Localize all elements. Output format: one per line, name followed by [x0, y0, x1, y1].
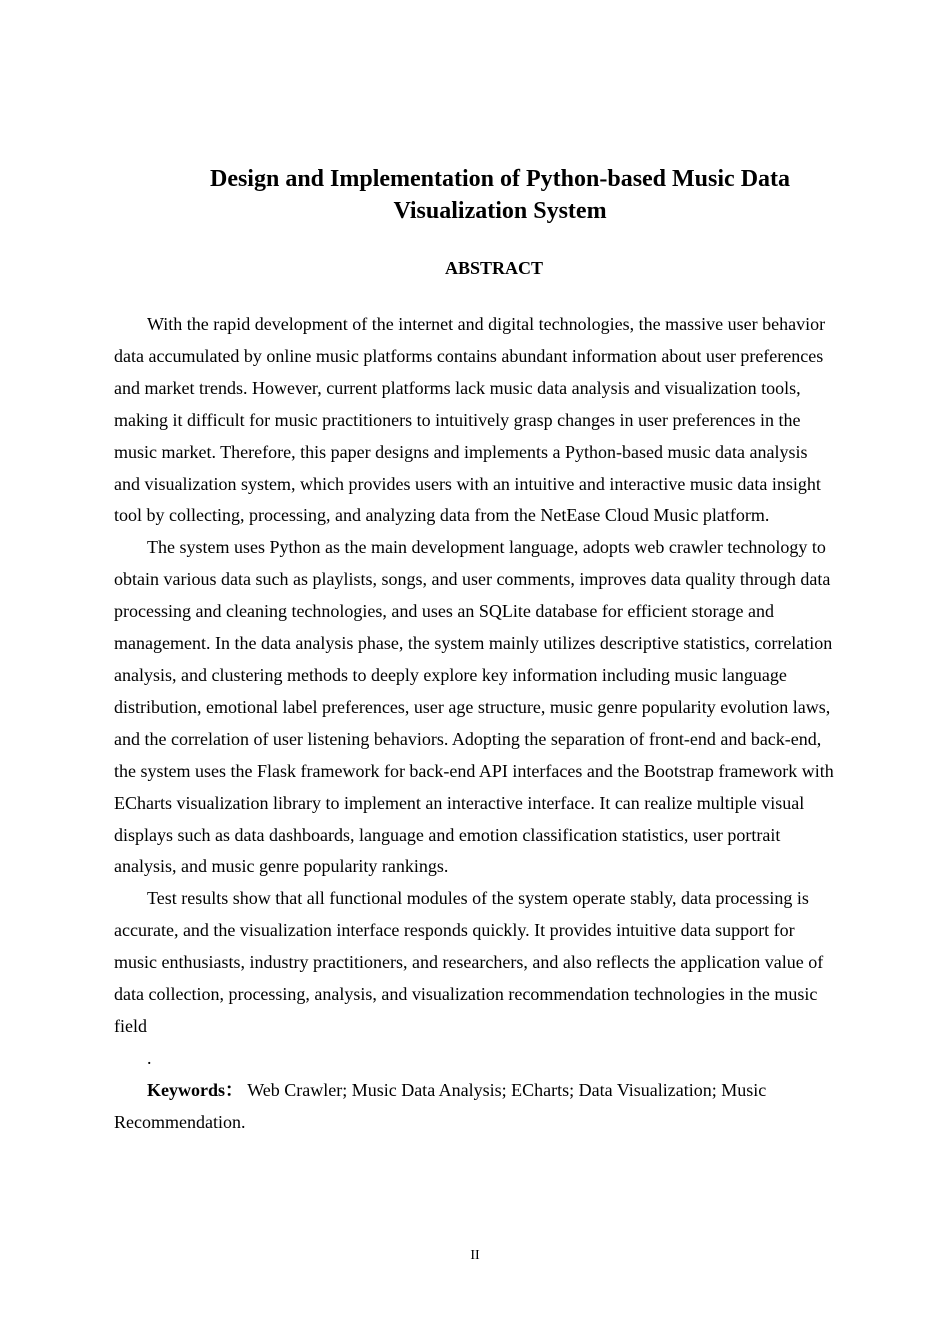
page-number: II	[470, 1248, 480, 1263]
abstract-heading: ABSTRACT	[444, 258, 544, 278]
keywords-label: Keywords：	[147, 1079, 243, 1100]
keywords-paragraph	[114, 1075, 836, 1139]
abstract-body	[114, 309, 836, 1139]
abstract-paragraph: Test results show that all functional modules of the system operate stably, data processing is accurate, and the visualization interface responds quickly. It provides intuitive data support for music enthusiasts, industry practitioners, and researchers, and also reflects the application value of data collection, processing, analysis, and visualization recommendation technologies in the music field	[114, 888, 824, 1036]
abstract-paragraph: The system uses Python as the main development language, adopts web crawler technology to obtain various data such as playlists, songs, and user comments, improves data quality through data processing and cleaning technologies, and uses an SQLite database for efficient storage and management. In the data analysis phase, the system mainly utilizes descriptive statistics, correlation analysis, and clustering methods to deeply explore key information including music language distribution, emotional label preferences, user age structure, music genre popularity evolution laws, and the correlation of user listening behaviors. Adopting the separation of front-end and back-end, the system uses the Flask framework for back-end API interfaces and the Bootstrap framework with ECharts visualization library to implement an interactive interface. It can realize multiple visual displays such as data dashboards, language and emotion classification statistics, user portrait analysis, and music genre popularity rankings.	[114, 537, 834, 877]
keywords-text: Web Crawler; Music Data Analysis; ECharts; Data Visualization; Music Recommendation.	[114, 1079, 767, 1132]
paper-title	[150, 163, 850, 227]
abstract-paragraph: With the rapid development of the internet and digital technologies, the massive user behavior data accumulated by online music platforms contains abundant information about user preferences and market trends. However, current platforms lack music data analysis and visualization tools, making it difficult for music practitioners to intuitively grasp changes in user preferences in the music market. Therefore, this paper designs and implements a Python-based music data analysis and visualization system, which provides users with an intuitive and interactive music data insight tool by collecting, processing, and analyzing data from the NetEase Cloud Music platform.	[114, 314, 826, 526]
paper-title-line-2: Visualization System	[393, 198, 607, 224]
trailing-period: .	[147, 1047, 152, 1068]
paper-title-line-1: Design and Implementation of Python-based Music Data	[209, 166, 791, 192]
